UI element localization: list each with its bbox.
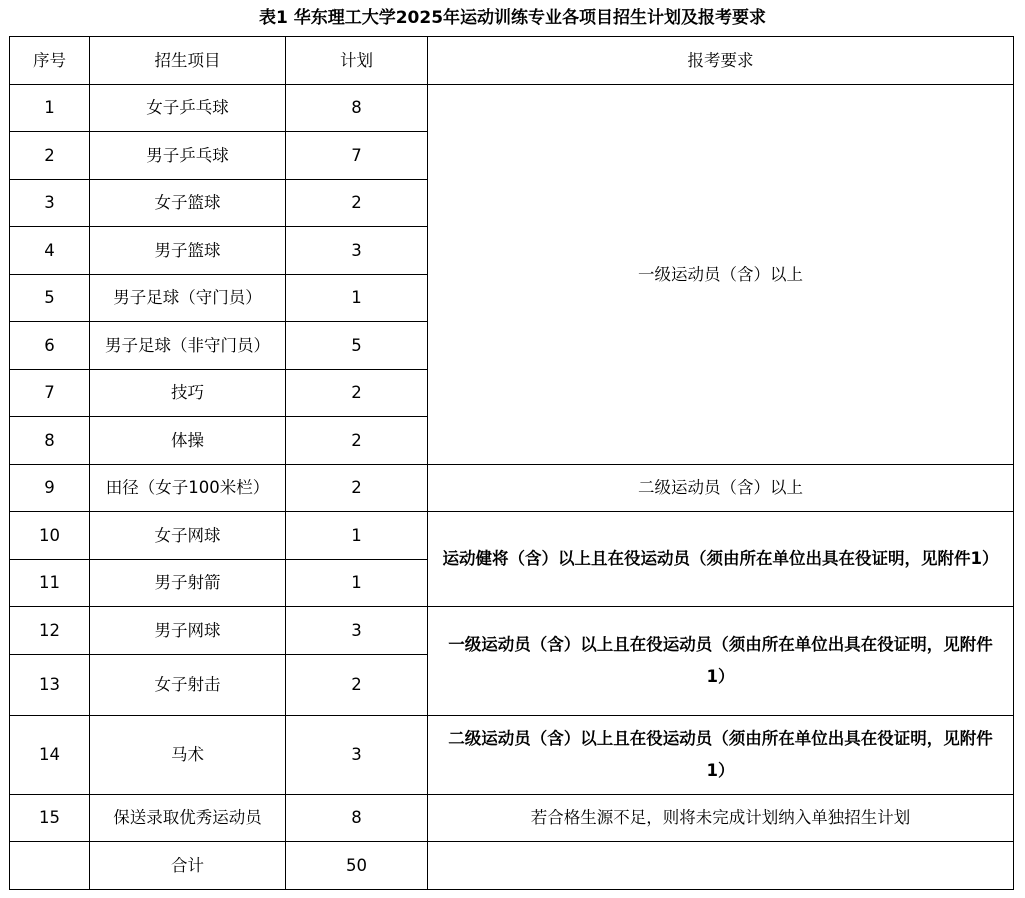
row-no: 15 bbox=[10, 795, 90, 842]
total-no-empty bbox=[10, 842, 90, 890]
row-no: 8 bbox=[10, 417, 90, 465]
row-no: 1 bbox=[10, 85, 90, 132]
row-no: 9 bbox=[10, 465, 90, 512]
row-item: 马术 bbox=[90, 716, 286, 795]
requirement-group-6: 若合格生源不足，则将未完成计划纳入单独招生计划 bbox=[428, 795, 1014, 842]
row-plan: 2 bbox=[286, 417, 428, 465]
requirement-group-2: 二级运动员（含）以上 bbox=[428, 465, 1014, 512]
row-item: 男子射箭 bbox=[90, 560, 286, 607]
row-plan: 2 bbox=[286, 180, 428, 227]
row-plan: 1 bbox=[286, 275, 428, 322]
table-header-row bbox=[10, 37, 1014, 85]
table-row bbox=[10, 512, 1014, 560]
row-item: 男子篮球 bbox=[90, 227, 286, 275]
row-item: 女子射击 bbox=[90, 655, 286, 716]
row-no: 2 bbox=[10, 132, 90, 180]
total-row bbox=[10, 842, 1014, 890]
table-row bbox=[10, 85, 1014, 132]
total-requirement-empty bbox=[428, 842, 1014, 890]
row-plan: 3 bbox=[286, 227, 428, 275]
row-no: 7 bbox=[10, 370, 90, 417]
requirement-group-5: 二级运动员（含）以上且在役运动员（须由所在单位出具在役证明，见附件1） bbox=[428, 716, 1014, 795]
row-item: 男子乒乓球 bbox=[90, 132, 286, 180]
row-no: 13 bbox=[10, 655, 90, 716]
row-no: 3 bbox=[10, 180, 90, 227]
table-title: 表1 华东理工大学2025年运动训练专业各项目招生计划及报考要求 bbox=[258, 8, 767, 28]
table-row bbox=[10, 607, 1014, 655]
row-plan: 3 bbox=[286, 607, 428, 655]
row-no: 4 bbox=[10, 227, 90, 275]
row-item: 男子网球 bbox=[90, 607, 286, 655]
total-value: 50 bbox=[286, 842, 428, 890]
requirement-group-1: 一级运动员（含）以上 bbox=[428, 85, 1014, 465]
header-item: 招生项目 bbox=[90, 37, 286, 85]
row-item: 男子足球（非守门员） bbox=[90, 322, 286, 370]
row-no: 11 bbox=[10, 560, 90, 607]
row-plan: 8 bbox=[286, 795, 428, 842]
row-plan: 2 bbox=[286, 655, 428, 716]
row-plan: 7 bbox=[286, 132, 428, 180]
row-plan: 2 bbox=[286, 370, 428, 417]
row-item: 男子足球（守门员） bbox=[90, 275, 286, 322]
row-item: 女子乒乓球 bbox=[90, 85, 286, 132]
table-row bbox=[10, 465, 1014, 512]
table-row bbox=[10, 795, 1014, 842]
row-item: 体操 bbox=[90, 417, 286, 465]
requirement-group-4: 一级运动员（含）以上且在役运动员（须由所在单位出具在役证明，见附件1） bbox=[428, 607, 1014, 716]
row-item: 田径（女子100米栏） bbox=[90, 465, 286, 512]
header-plan: 计划 bbox=[286, 37, 428, 85]
row-no: 5 bbox=[10, 275, 90, 322]
row-no: 10 bbox=[10, 512, 90, 560]
row-plan: 2 bbox=[286, 465, 428, 512]
row-plan: 1 bbox=[286, 560, 428, 607]
row-plan: 3 bbox=[286, 716, 428, 795]
row-item: 女子篮球 bbox=[90, 180, 286, 227]
row-no: 14 bbox=[10, 716, 90, 795]
row-item: 保送录取优秀运动员 bbox=[90, 795, 286, 842]
row-item: 技巧 bbox=[90, 370, 286, 417]
row-item: 女子网球 bbox=[90, 512, 286, 560]
row-no: 6 bbox=[10, 322, 90, 370]
header-no: 序号 bbox=[10, 37, 90, 85]
total-label: 合计 bbox=[90, 842, 286, 890]
row-no: 12 bbox=[10, 607, 90, 655]
table-row bbox=[10, 716, 1014, 795]
row-plan: 1 bbox=[286, 512, 428, 560]
requirement-group-3: 运动健将（含）以上且在役运动员（须由所在单位出具在役证明，见附件1） bbox=[428, 512, 1014, 607]
row-plan: 5 bbox=[286, 322, 428, 370]
enrollment-plan-table bbox=[9, 36, 1014, 890]
header-requirement: 报考要求 bbox=[428, 37, 1014, 85]
row-plan: 8 bbox=[286, 85, 428, 132]
